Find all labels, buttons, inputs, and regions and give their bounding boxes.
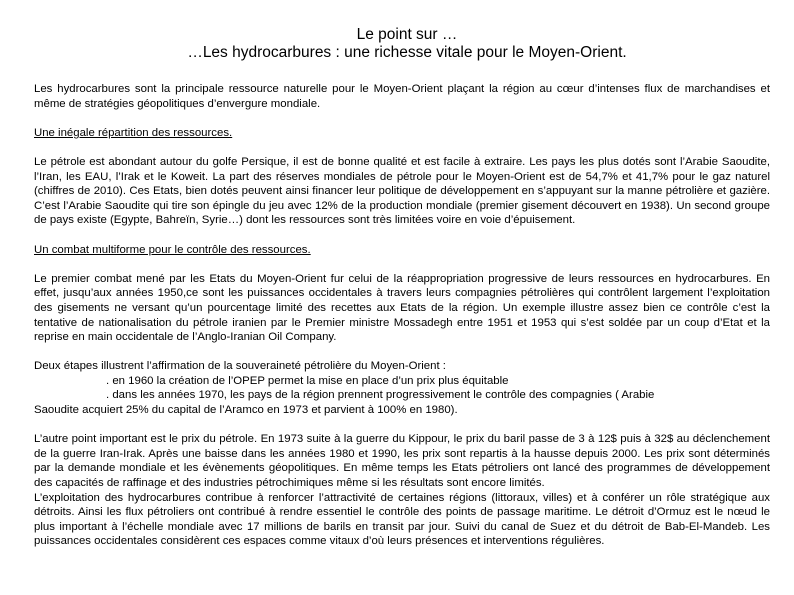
document-page <box>34 26 770 549</box>
title-line-1: Le point sur … <box>356 26 458 43</box>
section-heading-2: Un combat multiforme pour le contrôle des ressources. <box>34 243 311 256</box>
section-heading-1: Une inégale répartition des ressources. <box>34 126 233 139</box>
paragraph-5: L’exploitation des hydrocarbures contribue à renforcer l’attractivité de certaines régions (littoraux, villes) et à conférer un rôle stratégique aux détroits. Ainsi les flux pétroliers ont contribué à rendre essentiel le contrôle des points de passage maritime. Le détroit d’Ormuz est le nœud le plus important à l’échelle mondiale avec 17 millions de barils en transit par jour. Suivi du canal de Suez et du détroit de Bab-El-Mandeb. Les puissances occidentales considèrent ces espaces comme vitaux d’où leurs présences et interventions régulières. <box>34 491 770 548</box>
intro-paragraph: Les hydrocarbures sont la principale ressource naturelle pour le Moyen-Orient plaçant la région au cœur d’intenses flux de marchandises et même de stratégies géopolitiques d’envergure mondiale. <box>34 83 770 110</box>
title-line-2: …Les hydrocarbures : une richesse vitale pour le Moyen-Orient. <box>187 44 627 61</box>
paragraph-1: Le pétrole est abondant autour du golfe Persique, il est de bonne qualité et est facile à extraire. Les pays les plus dotés sont l’Arabie Saoudite, l’Iran, les EAU, l’Irak et le Koweit. La part des réserves mondiales de pétrole pour le Moyen-Orient est de 54,7% et 41,7% pour le gaz naturel (chiffres de 2010). Ces Etats, bien dotés peuvent ainsi financer leur politique de développement en s’appuyant sur la manne pétrolière et gazière. C’est l’Arabie Saoudite qui tire son épingle du jeu avec 12% de la production mondiale (premier gisement découvert en 1938). Un second groupe de pays existe (Egypte, Bahreïn, Syrie…) dont les ressources sont très limitées voire en voie d’épuisement. <box>34 155 770 227</box>
list-item-1: . en 1960 la création de l’OPEP permet la mise en place d’un prix plus équitable <box>106 374 509 387</box>
list-item-2: . dans les années 1970, les pays de la région prennent progressivement le contrôle des compagnies ( Arabie <box>106 389 655 402</box>
paragraph-4: L’autre point important est le prix du pétrole. En 1973 suite à la guerre du Kippour, le prix du baril passe de 3 à 12$ puis à 32$ au déclenchement de la guerre Iran-Irak. Après une baisse dans les années 1980 et 1990, les prix sont repartis à la hausse depuis 2000. Les prix sont déterminés par la demande mondiale et les évènements géopolitiques. En même temps les Etats pétroliers ont lancé des programmes de développement des capacités de raffinage et des industries pétrochimiques même si les résultats sont encore limités. <box>34 433 770 490</box>
document-body <box>34 82 770 549</box>
paragraph-3-intro: Deux étapes illustrent l’affirmation de la souveraineté pétrolière du Moyen-Orient : <box>34 360 446 373</box>
paragraph-2: Le premier combat mené par les Etats du Moyen-Orient fur celui de la réappropriation progressive de leurs ressources en hydrocarbures. En effet, jusqu’aux années 1950,ce sont les puissances occidentales à travers leurs compagnies pétrolières qui contrôlent largement l’exploitation des gisements ne versant qu’un pourcentage limité des recettes aux Etats de la région. Un exemple illustre assez bien ce contrôle c’est la tentative de nationalisation du pétrole iranien par le Premier ministre Mossadegh entre 1951 et 1953 qui s’est soldée par un coup d’Etat et la reprise en main occidentale de l’Anglo-Iranian Oil Company. <box>34 272 770 344</box>
list-item-2-continued: Saoudite acquiert 25% du capital de l’Aramco en 1973 et parvient à 100% en 1980). <box>34 404 458 417</box>
